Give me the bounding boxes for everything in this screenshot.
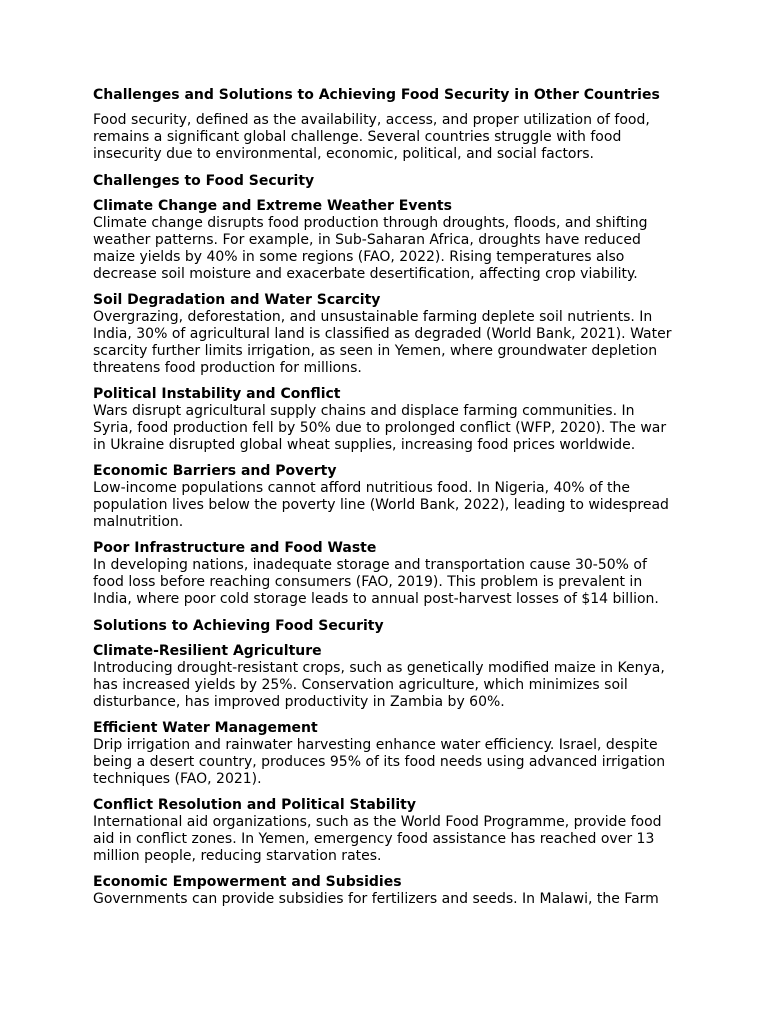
solution-section bbox=[93, 874, 678, 908]
challenge-section bbox=[93, 198, 678, 283]
challenge-heading: Economic Barriers and Poverty bbox=[93, 463, 337, 479]
challenge-heading: Climate Change and Extreme Weather Events bbox=[93, 198, 452, 214]
challenge-body: Low-income populations cannot afford nutritious food. In Nigeria, 40% of the population lives below the poverty line (World Bank, 2022), leading to widespread malnutrition. bbox=[93, 480, 669, 530]
challenge-body: In developing nations, inadequate storage and transportation cause 30-50% of food loss before reaching consumers (FAO, 2019). This problem is prevalent in India, where poor cold storage leads to annual post-harvest losses of $14 billion. bbox=[93, 557, 659, 607]
document-page bbox=[93, 86, 678, 917]
challenge-body: Climate change disrupts food production through droughts, floods, and shifting weather patterns. For example, in Sub-Saharan Africa, droughts have reduced maize yields by 40% in some regions (FAO, 2022). Rising temperatures also decrease soil moisture and exacerbate desertification, affecting crop viability. bbox=[93, 215, 648, 282]
solution-section bbox=[93, 797, 678, 865]
challenge-body: Overgrazing, deforestation, and unsustainable farming deplete soil nutrients. In India, 30% of agricultural land is classified as degraded (World Bank, 2021). Water scarcity further limits irrigation, as seen in Yemen, where groundwater depletion threatens food production for millions. bbox=[93, 309, 672, 376]
solution-section bbox=[93, 720, 678, 788]
challenge-body: Wars disrupt agricultural supply chains and displace farming communities. In Syria, food production fell by 50% due to prolonged conflict (WFP, 2020). The war in Ukraine disrupted global wheat supplies, increasing food prices worldwide. bbox=[93, 403, 667, 453]
solution-body: International aid organizations, such as the World Food Programme, provide food aid in conflict zones. In Yemen, emergency food assistance has reached over 13 million people, reducing starvation rates. bbox=[93, 814, 662, 864]
challenge-heading: Political Instability and Conflict bbox=[93, 386, 341, 402]
challenge-section bbox=[93, 463, 678, 531]
challenge-section bbox=[93, 292, 678, 377]
solution-heading: Economic Empowerment and Subsidies bbox=[93, 874, 402, 890]
solution-body: Drip irrigation and rainwater harvesting enhance water efficiency. Israel, despite being a desert country, produces 95% of its food needs using advanced irrigation techniques (FAO, 2021). bbox=[93, 737, 666, 787]
challenge-heading: Soil Degradation and Water Scarcity bbox=[93, 292, 381, 308]
solution-heading: Efficient Water Management bbox=[93, 720, 318, 736]
intro-paragraph: Food security, defined as the availability, access, and proper utilization of food, remains a significant global challenge. Several countries struggle with food insecurity due to environmental, economic, political, and social factors. bbox=[93, 112, 650, 162]
challenges-heading: Challenges to Food Security bbox=[93, 173, 315, 189]
solution-heading: Climate-Resilient Agriculture bbox=[93, 643, 322, 659]
challenge-section bbox=[93, 386, 678, 454]
document-title: Challenges and Solutions to Achieving Food Security in Other Countries bbox=[93, 87, 660, 103]
solution-body: Introducing drought-resistant crops, such as genetically modified maize in Kenya, has increased yields by 25%. Conservation agriculture, which minimizes soil disturbance, has improved productivity in Zambia by 60%. bbox=[93, 660, 665, 710]
solution-heading: Conflict Resolution and Political Stability bbox=[93, 797, 416, 813]
challenge-section bbox=[93, 540, 678, 608]
solutions-heading: Solutions to Achieving Food Security bbox=[93, 618, 384, 634]
solution-body: Governments can provide subsidies for fertilizers and seeds. In Malawi, the Farm bbox=[93, 891, 659, 907]
challenge-heading: Poor Infrastructure and Food Waste bbox=[93, 540, 377, 556]
solution-section bbox=[93, 643, 678, 711]
